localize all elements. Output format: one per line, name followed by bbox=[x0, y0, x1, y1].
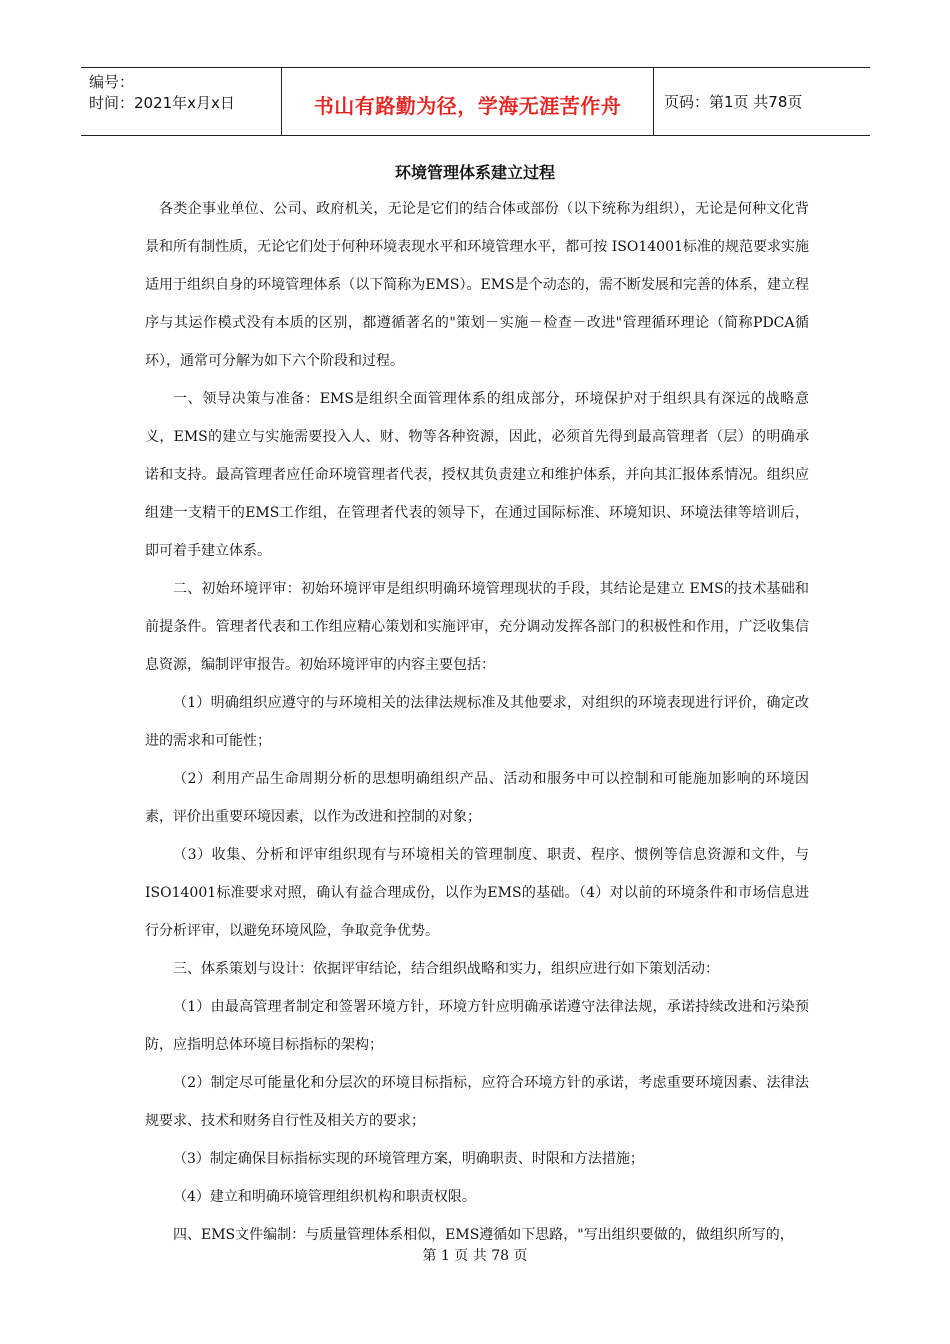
header-motto-cell bbox=[282, 68, 654, 135]
paragraph: 二、初始环境评审：初始环境评审是组织明确环境管理现状的手段，其结论是建立 EMS的技术基础和前提条件。管理者代表和工作组应精心策划和实施评审，充分调动发挥各部门的积极性和作用，广泛收集信息资源，编制评审报告。初始环境评审的内容主要包括： bbox=[145, 581, 809, 673]
paragraph: （2）制定尽可能量化和分层次的环境目标指标，应符合环境方针的承诺，考虑重要环境因素、法律法规要求、技术和财务自行性及相关方的要求； bbox=[145, 1075, 809, 1129]
document-time-label: 时间：2021年x月x日 bbox=[89, 94, 235, 112]
header-motto: 书山有路勤为径，学海无涯苦作舟 bbox=[313, 94, 622, 118]
paragraph: （1）由最高管理者制定和签署环境方针，环境方针应明确承诺遵守法律法规，承诺持续改进和污染预防，应指明总体环境目标指标的架构； bbox=[145, 999, 809, 1053]
paragraph: 各类企事业单位、公司、政府机关，无论是它们的结合体或部份（以下统称为组织），无论是何种文化背景和所有制性质，无论它们处于何种环境表现水平和环境管理水平，都可按 ISO14001标准的规范要求实施适用于组织自身的环境管理体系（以下简称为EMS）。EMS是个动态的，需不断发展和完善的体系，建立程序与其运作模式没有本质的区别，都遵循著名的"策划－实施－检查－改进"管理循环理论（简称PDCA循环），通常可分解为如下六个阶段和过程。 bbox=[145, 201, 809, 369]
paragraph: （3）制定确保目标指标实现的环境管理方案，明确职责、时限和方法措施； bbox=[173, 1151, 644, 1167]
paragraph: （3）收集、分析和评审组织现有与环境相关的管理制度、职责、程序、惯例等信息资源和文件，与ISO14001标准要求对照，确认有益合理成份，以作为EMS的基础。（4）对以前的环境条件和市场信息进行分析评审，以避免环境风险，争取竞争优势。 bbox=[145, 847, 809, 939]
header-page-info: 页码：第1页 共78页 bbox=[664, 93, 803, 111]
document-number-label: 编号： bbox=[89, 73, 135, 91]
paragraph: （4）建立和明确环境管理组织机构和职责权限。 bbox=[173, 1189, 476, 1205]
page-header bbox=[81, 67, 870, 136]
paragraph: （1）明确组织应遵守的与环境相关的法律法规标准及其他要求，对组织的环境表现进行评价，确定改进的需求和可能性； bbox=[145, 695, 809, 749]
page-footer: 第 1 页 共 78 页 bbox=[422, 1248, 528, 1264]
header-meta-cell bbox=[81, 68, 282, 135]
paragraph: 四、EMS文件编制：与质量管理体系相似，EMS遵循如下思路，"写出组织要做的，做组织所写的， bbox=[173, 1227, 794, 1243]
header-page-cell bbox=[654, 68, 870, 135]
paragraph: 三、体系策划与设计：依据评审结论，结合组织战略和实力，组织应进行如下策划活动： bbox=[173, 961, 719, 977]
paragraph: 一、领导决策与准备：EMS是组织全面管理体系的组成部分，环境保护对于组织具有深远的战略意义，EMS的建立与实施需要投入人、财、物等各种资源，因此，必须首先得到最高管理者（层）的明确承诺和支持。最高管理者应任命环境管理者代表，授权其负责建立和维护体系，并向其汇报体系情况。组织应组建一支精干的EMS工作组，在管理者代表的领导下，在通过国际标准、环境知识、环境法律等培训后，即可着手建立体系。 bbox=[145, 391, 809, 559]
document-title: 环境管理体系建立过程 bbox=[394, 163, 555, 182]
document-body bbox=[145, 190, 809, 1254]
paragraph: （2）利用产品生命周期分析的思想明确组织产品、活动和服务中可以控制和可能施加影响的环境因素，评价出重要环境因素，以作为改进和控制的对象； bbox=[145, 771, 809, 825]
